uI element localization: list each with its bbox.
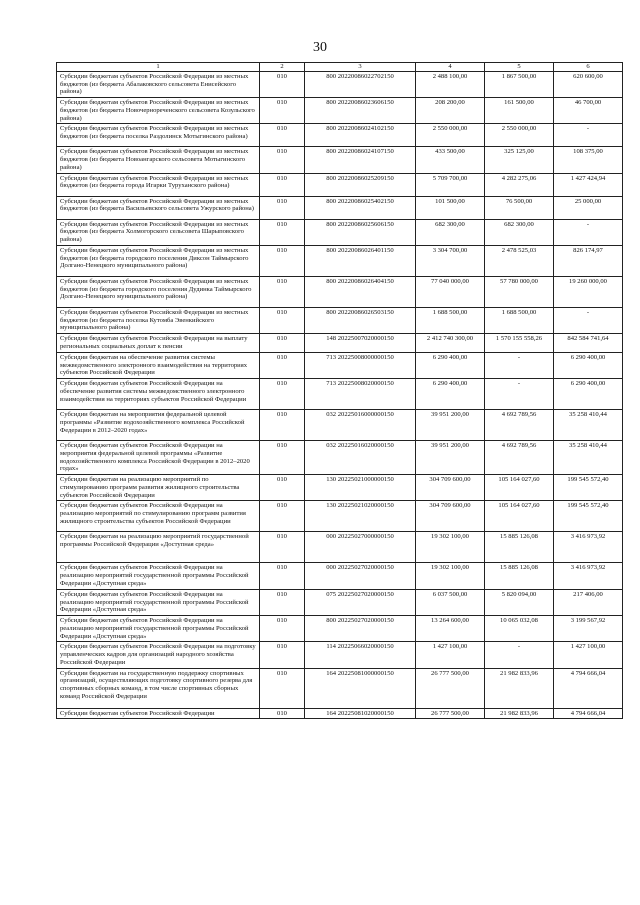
cell-unexecuted: 4 794 666,04 [554, 708, 623, 719]
cell-executed: 21 982 833,96 [485, 668, 554, 708]
cell-unexecuted: 842 584 741,64 [554, 334, 623, 353]
table-row [57, 616, 623, 642]
cell-approved: 101 500,00 [416, 196, 485, 219]
cell-unexecuted: 19 260 000,00 [554, 276, 623, 307]
cell-approved: 3 304 700,00 [416, 245, 485, 276]
cell-kbk: 713 20225008000000150 [305, 352, 416, 378]
table-row [57, 219, 623, 245]
cell-kbk: 148 20225007020000150 [305, 334, 416, 353]
cell-executed: 1 570 155 558,26 [485, 334, 554, 353]
cell-code: 010 [260, 441, 305, 475]
table-row [57, 71, 623, 97]
column-header: 6 [554, 63, 623, 72]
cell-code: 010 [260, 71, 305, 97]
column-header: 2 [260, 63, 305, 72]
cell-kbk: 130 20225021020000150 [305, 501, 416, 532]
cell-approved: 26 777 500,00 [416, 708, 485, 719]
cell-name: Субсидии бюджетам субъектов Российской Федерации из местных бюджетов (из бюджета Холмогорского сельсовета Шарыповского района) [57, 219, 260, 245]
table-row [57, 98, 623, 124]
cell-name: Субсидии бюджетам на реализацию мероприятий по стимулированию программ развития жилищного строительства субъектов Российской Федерации [57, 475, 260, 501]
cell-code: 010 [260, 410, 305, 441]
cell-unexecuted: - [554, 307, 623, 333]
table-row [57, 475, 623, 501]
cell-approved: 77 040 000,00 [416, 276, 485, 307]
cell-code: 010 [260, 563, 305, 589]
cell-approved: 5 709 700,00 [416, 173, 485, 196]
cell-name: Субсидии бюджетам субъектов Российской Федерации из местных бюджетов (из бюджета Новочернореченского сельсовета Козульского района) [57, 98, 260, 124]
cell-unexecuted: 35 258 410,44 [554, 410, 623, 441]
cell-kbk: 114 20225066020000150 [305, 642, 416, 668]
cell-kbk: 800 20220086026404150 [305, 276, 416, 307]
cell-approved: 6 290 400,00 [416, 352, 485, 378]
cell-kbk: 130 20225021000000150 [305, 475, 416, 501]
cell-executed: 57 780 000,00 [485, 276, 554, 307]
cell-executed: 15 885 126,08 [485, 532, 554, 563]
cell-approved: 2 550 000,00 [416, 124, 485, 147]
table-row [57, 668, 623, 708]
cell-name: Субсидии бюджетам субъектов Российской Федерации из местных бюджетов (из бюджета поселка Кутомба Эвенкийского муниципального района) [57, 307, 260, 333]
cell-kbk: 800 20220086025209150 [305, 173, 416, 196]
cell-unexecuted: 3 199 567,92 [554, 616, 623, 642]
cell-name: Субсидии бюджетам субъектов Российской Федерации на подготовку управленческих кадров для организаций народного хозяйства Российской Федерации [57, 642, 260, 668]
cell-code: 010 [260, 708, 305, 719]
cell-code: 010 [260, 642, 305, 668]
cell-code: 010 [260, 245, 305, 276]
table-row [57, 196, 623, 219]
cell-executed: 2 478 525,03 [485, 245, 554, 276]
cell-name: Субсидии бюджетам субъектов Российской Федерации на выплату региональных социальных доплат к пенсии [57, 334, 260, 353]
table-row [57, 563, 623, 589]
cell-executed: - [485, 642, 554, 668]
cell-executed: 5 820 094,00 [485, 589, 554, 615]
cell-kbk: 000 20225027020000150 [305, 563, 416, 589]
cell-executed: 682 300,00 [485, 219, 554, 245]
cell-unexecuted: 6 290 400,00 [554, 352, 623, 378]
table-row [57, 276, 623, 307]
cell-executed: - [485, 379, 554, 410]
cell-executed: 2 550 000,00 [485, 124, 554, 147]
cell-unexecuted: 217 406,00 [554, 589, 623, 615]
cell-kbk: 800 20220086023606150 [305, 98, 416, 124]
cell-executed: 161 500,00 [485, 98, 554, 124]
cell-approved: 304 709 600,00 [416, 501, 485, 532]
cell-approved: 1 427 100,00 [416, 642, 485, 668]
cell-unexecuted: 1 427 100,00 [554, 642, 623, 668]
cell-unexecuted: 35 258 410,44 [554, 441, 623, 475]
cell-code: 010 [260, 196, 305, 219]
cell-executed: 76 500,00 [485, 196, 554, 219]
page-number: 30 [313, 40, 327, 55]
cell-unexecuted: 199 545 572,40 [554, 501, 623, 532]
table-row [57, 642, 623, 668]
cell-name: Субсидии бюджетам субъектов Российской Федерации из местных бюджетов (из бюджета поселка Раздолинск Мотыгинского района) [57, 124, 260, 147]
cell-code: 010 [260, 532, 305, 563]
cell-code: 010 [260, 616, 305, 642]
cell-kbk: 032 20225016000000150 [305, 410, 416, 441]
table-row [57, 708, 623, 719]
cell-unexecuted: 46 700,00 [554, 98, 623, 124]
cell-executed: 325 125,00 [485, 147, 554, 173]
cell-approved: 39 951 200,00 [416, 410, 485, 441]
table-row [57, 441, 623, 475]
table-row [57, 147, 623, 173]
cell-code: 010 [260, 501, 305, 532]
cell-kbk: 800 20225027020000150 [305, 616, 416, 642]
table-row [57, 124, 623, 147]
cell-name: Субсидии бюджетам субъектов Российской Федерации на реализацию мероприятий государственной программы Российской Федерации «Доступная среда» [57, 616, 260, 642]
cell-approved: 19 302 100,00 [416, 532, 485, 563]
cell-kbk: 800 20220086024102150 [305, 124, 416, 147]
table-row [57, 589, 623, 615]
cell-name: Субсидии бюджетам субъектов Российской Федерации на реализацию мероприятий государственной программы Российской Федерации «Доступная среда» [57, 563, 260, 589]
cell-executed: 10 065 032,08 [485, 616, 554, 642]
cell-approved: 39 951 200,00 [416, 441, 485, 475]
table-row [57, 173, 623, 196]
column-header: 3 [305, 63, 416, 72]
cell-kbk: 075 20225027020000150 [305, 589, 416, 615]
cell-kbk: 000 20225027000000150 [305, 532, 416, 563]
cell-code: 010 [260, 276, 305, 307]
cell-approved: 2 412 740 300,00 [416, 334, 485, 353]
cell-name: Субсидии бюджетам на государственную поддержку спортивных организаций, осуществляющих подготовку спортивного резерва для спортивных сборных команд, в том числе спортивных сборных команд Российской Федерации [57, 668, 260, 708]
column-header: 1 [57, 63, 260, 72]
cell-executed: - [485, 352, 554, 378]
cell-name: Субсидии бюджетам субъектов Российской Федерации [57, 708, 260, 719]
cell-name: Субсидии бюджетам субъектов Российской Федерации из местных бюджетов (из бюджета Новоангарского сельсовета Мотыгинского района) [57, 147, 260, 173]
cell-name: Субсидии бюджетам субъектов Российской Федерации из местных бюджетов (из бюджета городского поселения Дудинка Таймырского Долгано-Ненецкого муниципального района) [57, 276, 260, 307]
cell-unexecuted: 826 174,97 [554, 245, 623, 276]
cell-unexecuted: 3 416 973,92 [554, 563, 623, 589]
cell-kbk: 800 20220086025606150 [305, 219, 416, 245]
cell-code: 010 [260, 307, 305, 333]
cell-kbk: 164 20225081020000150 [305, 708, 416, 719]
cell-approved: 433 500,00 [416, 147, 485, 173]
table-row [57, 334, 623, 353]
cell-kbk: 800 20220086026503150 [305, 307, 416, 333]
table-row [57, 307, 623, 333]
cell-unexecuted: 3 416 973,92 [554, 532, 623, 563]
cell-name: Субсидии бюджетам субъектов Российской Федерации из местных бюджетов (из бюджета Абалаковского сельсовета Енисейского района) [57, 71, 260, 97]
cell-code: 010 [260, 352, 305, 378]
cell-unexecuted: 4 794 666,04 [554, 668, 623, 708]
table-row [57, 410, 623, 441]
table-row [57, 379, 623, 410]
cell-executed: 4 692 789,56 [485, 410, 554, 441]
cell-name: Субсидии бюджетам на мероприятия федеральной целевой программы «Развитие водохозяйственного комплекса Российской Федерации в 2012–2020 годах» [57, 410, 260, 441]
cell-unexecuted: 199 545 572,40 [554, 475, 623, 501]
cell-code: 010 [260, 147, 305, 173]
cell-approved: 26 777 500,00 [416, 668, 485, 708]
cell-unexecuted: 108 375,00 [554, 147, 623, 173]
cell-code: 010 [260, 475, 305, 501]
cell-approved: 6 037 500,00 [416, 589, 485, 615]
cell-name: Субсидии бюджетам на реализацию мероприятий государственной программы Российской Федерации «Доступная среда» [57, 532, 260, 563]
cell-kbk: 032 20225016020000150 [305, 441, 416, 475]
cell-executed: 4 282 275,06 [485, 173, 554, 196]
cell-executed: 1 688 500,00 [485, 307, 554, 333]
cell-kbk: 164 20225081000000150 [305, 668, 416, 708]
cell-unexecuted: 6 290 400,00 [554, 379, 623, 410]
cell-executed: 15 885 126,08 [485, 563, 554, 589]
cell-name: Субсидии бюджетам субъектов Российской Федерации на мероприятия федеральной целевой программы «Развитие водохозяйственного комплекса Российской Федерации в 2012–2020 годах» [57, 441, 260, 475]
budget-table [56, 62, 623, 719]
cell-name: Субсидии бюджетам субъектов Российской Федерации из местных бюджетов (из бюджета Васильевского сельсовета Ужурского района) [57, 196, 260, 219]
cell-approved: 2 488 100,00 [416, 71, 485, 97]
cell-code: 010 [260, 98, 305, 124]
cell-executed: 1 867 500,00 [485, 71, 554, 97]
cell-approved: 1 688 500,00 [416, 307, 485, 333]
cell-kbk: 800 20220086022702150 [305, 71, 416, 97]
cell-name: Субсидии бюджетам субъектов Российской Федерации из местных бюджетов (из бюджета города Игарки Туруханского района) [57, 173, 260, 196]
cell-kbk: 800 20220086024107150 [305, 147, 416, 173]
cell-kbk: 800 20220086026401150 [305, 245, 416, 276]
cell-executed: 4 692 789,56 [485, 441, 554, 475]
cell-unexecuted: - [554, 124, 623, 147]
cell-code: 010 [260, 334, 305, 353]
column-header: 4 [416, 63, 485, 72]
table-header-row [57, 63, 623, 72]
cell-code: 010 [260, 589, 305, 615]
cell-unexecuted: 1 427 424,94 [554, 173, 623, 196]
cell-code: 010 [260, 379, 305, 410]
table-row [57, 532, 623, 563]
cell-code: 010 [260, 219, 305, 245]
cell-executed: 105 164 027,60 [485, 475, 554, 501]
cell-unexecuted: - [554, 219, 623, 245]
table-row [57, 352, 623, 378]
cell-approved: 304 709 600,00 [416, 475, 485, 501]
cell-name: Субсидии бюджетам на обеспечение развития системы межведомственного электронного взаимодействия на территориях субъектов Российской Федерации [57, 352, 260, 378]
column-header: 5 [485, 63, 554, 72]
cell-name: Субсидии бюджетам субъектов Российской Федерации на обеспечение развития системы межведомственного электронного взаимодействия на территориях субъектов Российской Федерации [57, 379, 260, 410]
cell-code: 010 [260, 124, 305, 147]
cell-unexecuted: 25 000,00 [554, 196, 623, 219]
cell-kbk: 713 20225008020000150 [305, 379, 416, 410]
cell-approved: 19 302 100,00 [416, 563, 485, 589]
cell-code: 010 [260, 668, 305, 708]
cell-executed: 21 982 833,96 [485, 708, 554, 719]
cell-unexecuted: 620 600,00 [554, 71, 623, 97]
cell-approved: 6 290 400,00 [416, 379, 485, 410]
table-row [57, 245, 623, 276]
cell-approved: 208 200,00 [416, 98, 485, 124]
cell-approved: 13 264 600,00 [416, 616, 485, 642]
cell-kbk: 800 20220086025402150 [305, 196, 416, 219]
table-row [57, 501, 623, 532]
cell-approved: 682 300,00 [416, 219, 485, 245]
cell-code: 010 [260, 173, 305, 196]
cell-name: Субсидии бюджетам субъектов Российской Федерации из местных бюджетов (из бюджета городского поселения Диксон Таймырского Долгано-Ненецкого муниципального района) [57, 245, 260, 276]
cell-name: Субсидии бюджетам субъектов Российской Федерации на реализацию мероприятий государственной программы Российской Федерации «Доступная среда» [57, 589, 260, 615]
cell-executed: 105 164 027,60 [485, 501, 554, 532]
cell-name: Субсидии бюджетам субъектов Российской Федерации на реализацию мероприятий по стимулированию программ развития жилищного строительства субъектов Российской Федерации [57, 501, 260, 532]
